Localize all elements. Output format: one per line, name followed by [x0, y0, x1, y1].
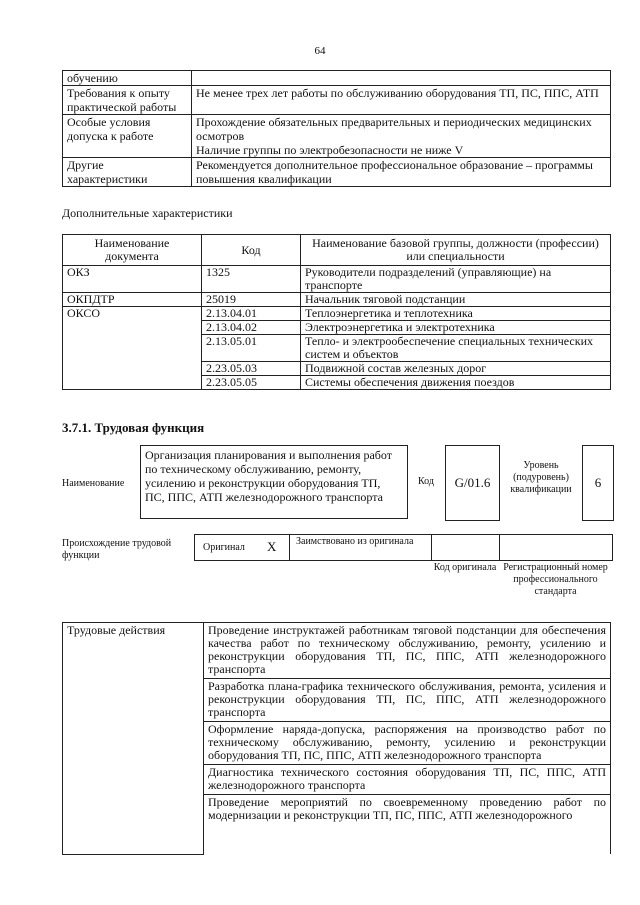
table-row [63, 86, 611, 115]
table-row [63, 376, 611, 390]
reg-number-cell [499, 534, 613, 561]
code-original-cell [431, 534, 500, 561]
cell-doc [63, 376, 202, 390]
action-item: Диагностика технического состояния оборудования ТП, ПС, ППС, АТП железнодорожного транспорта [204, 765, 611, 795]
labor-actions-table [62, 622, 611, 855]
code-original-label: Код оригинала [433, 562, 497, 573]
cell-code: 2.23.05.05 [202, 376, 301, 390]
row-value-line: Прохождение обязательных предварительных и периодических медицинских осмотров [196, 115, 592, 143]
row-label: Другие характеристики [63, 158, 192, 187]
action-item: Разработка плана-графика технического обслуживания, ремонта, усиления и реконструкции оборудования ТП, ПС, ППС, АТП железнодорожного транспорта [204, 679, 611, 722]
borrowed-label: Заимствовано из оригинала [296, 536, 414, 547]
additional-caption: Дополнительные характеристики [62, 206, 233, 220]
cell-doc [63, 362, 202, 376]
cell-name: Начальник тяговой подстанции [301, 293, 611, 307]
cell-code: 2.23.05.03 [202, 362, 301, 376]
cell-code: 1325 [202, 266, 301, 293]
function-level-box: 6 [582, 445, 614, 521]
cell-code: 2.13.04.01 [202, 307, 301, 321]
header-code: Код [202, 235, 301, 266]
cell-name: Подвижной состав железных дорог [301, 362, 611, 376]
cell-doc: ОКСО [63, 307, 202, 321]
header-name: Наименование базовой группы, должности (профессии) или специальности [301, 235, 611, 266]
original-cell [194, 534, 290, 561]
cell-name: Тепло- и электрообеспечение специальных технических систем и объектов [301, 335, 611, 362]
row-value: Рекомендуется дополнительное профессиональное образование – программы повышения квалификации [192, 158, 611, 187]
action-item: Оформление наряда-допуска, распоряжения на производство работ по техническому обслуживанию, ремонту, усилению и реконструкции оборудования ТП, ПС, ППС, АТП железнодорожного транспорта [204, 722, 611, 765]
original-mark: X [267, 539, 277, 554]
cell-doc [63, 321, 202, 335]
function-name-box: Организация планирования и выполнения работ по техническому обслуживанию, ремонту, усилению и реконструкции оборудования ТП, ПС, ППС, АТП железнодорожного транспорта [140, 445, 408, 519]
cell-code: 2.13.05.01 [202, 335, 301, 362]
cell-name: Электроэнергетика и электротехника [301, 321, 611, 335]
row-value: Не менее трех лет работы по обслуживанию оборудования ТП, ПС, ППС, АТП [192, 86, 611, 115]
cell-doc: ОКЗ [63, 266, 202, 293]
cell-doc: ОКПДТР [63, 293, 202, 307]
origin-label: Происхождение трудовой функции [62, 538, 172, 561]
original-label: Оригинал [203, 542, 245, 553]
header-doc: Наименование документа [63, 235, 202, 266]
table-row [63, 158, 611, 187]
row-value-line: Наличие группы по электробезопасности не ниже V [196, 143, 464, 157]
cell-name: Теплоэнергетика и теплотехника [301, 307, 611, 321]
name-label: Наименование [62, 478, 125, 489]
action-item: Проведение мероприятий по своевременному проведению работ по модернизации и реконструкции ТП, ПС, ППС, АТП железнодорожного [204, 795, 611, 855]
cell-name: Руководители подразделений (управляющие) на транспорте [301, 266, 611, 293]
requirements-table [62, 70, 611, 187]
row-label: обучению [63, 71, 192, 86]
actions-label: Трудовые действия [63, 623, 204, 855]
table-row [63, 71, 611, 86]
table-row [63, 307, 611, 321]
level-label: Уровень (подуровень) квалификации [510, 460, 572, 495]
table-row [63, 362, 611, 376]
table-row [63, 623, 611, 679]
cell-code: 2.13.04.02 [202, 321, 301, 335]
row-label: Требования к опыту практической работы [63, 86, 192, 115]
table-row [63, 115, 611, 158]
reg-number-label: Регистрационный номер профессионального стандарта [503, 562, 608, 597]
table-row [63, 293, 611, 307]
code-label: Код [418, 476, 434, 487]
row-value [192, 71, 611, 86]
additional-table [62, 234, 611, 390]
row-value [192, 115, 611, 158]
row-label: Особые условия допуска к работе [63, 115, 192, 158]
action-item: Проведение инструктажей работникам тяговой подстанции для обеспечения качества работ по техническому обслуживанию, ремонту, усилению и реконструкции оборудования ТП, ПС, ППС, АТП железнодорожного транспорта [204, 623, 611, 679]
cell-doc [63, 335, 202, 362]
table-row [63, 335, 611, 362]
cell-code: 25019 [202, 293, 301, 307]
borrowed-cell [288, 534, 432, 561]
page-number: 64 [314, 45, 326, 57]
table-row [63, 321, 611, 335]
table-row [63, 266, 611, 293]
function-code-box: G/01.6 [445, 445, 500, 521]
cell-name: Системы обеспечения движения поездов [301, 376, 611, 390]
table-header-row [63, 235, 611, 266]
function-heading: 3.7.1. Трудовая функция [62, 420, 205, 435]
